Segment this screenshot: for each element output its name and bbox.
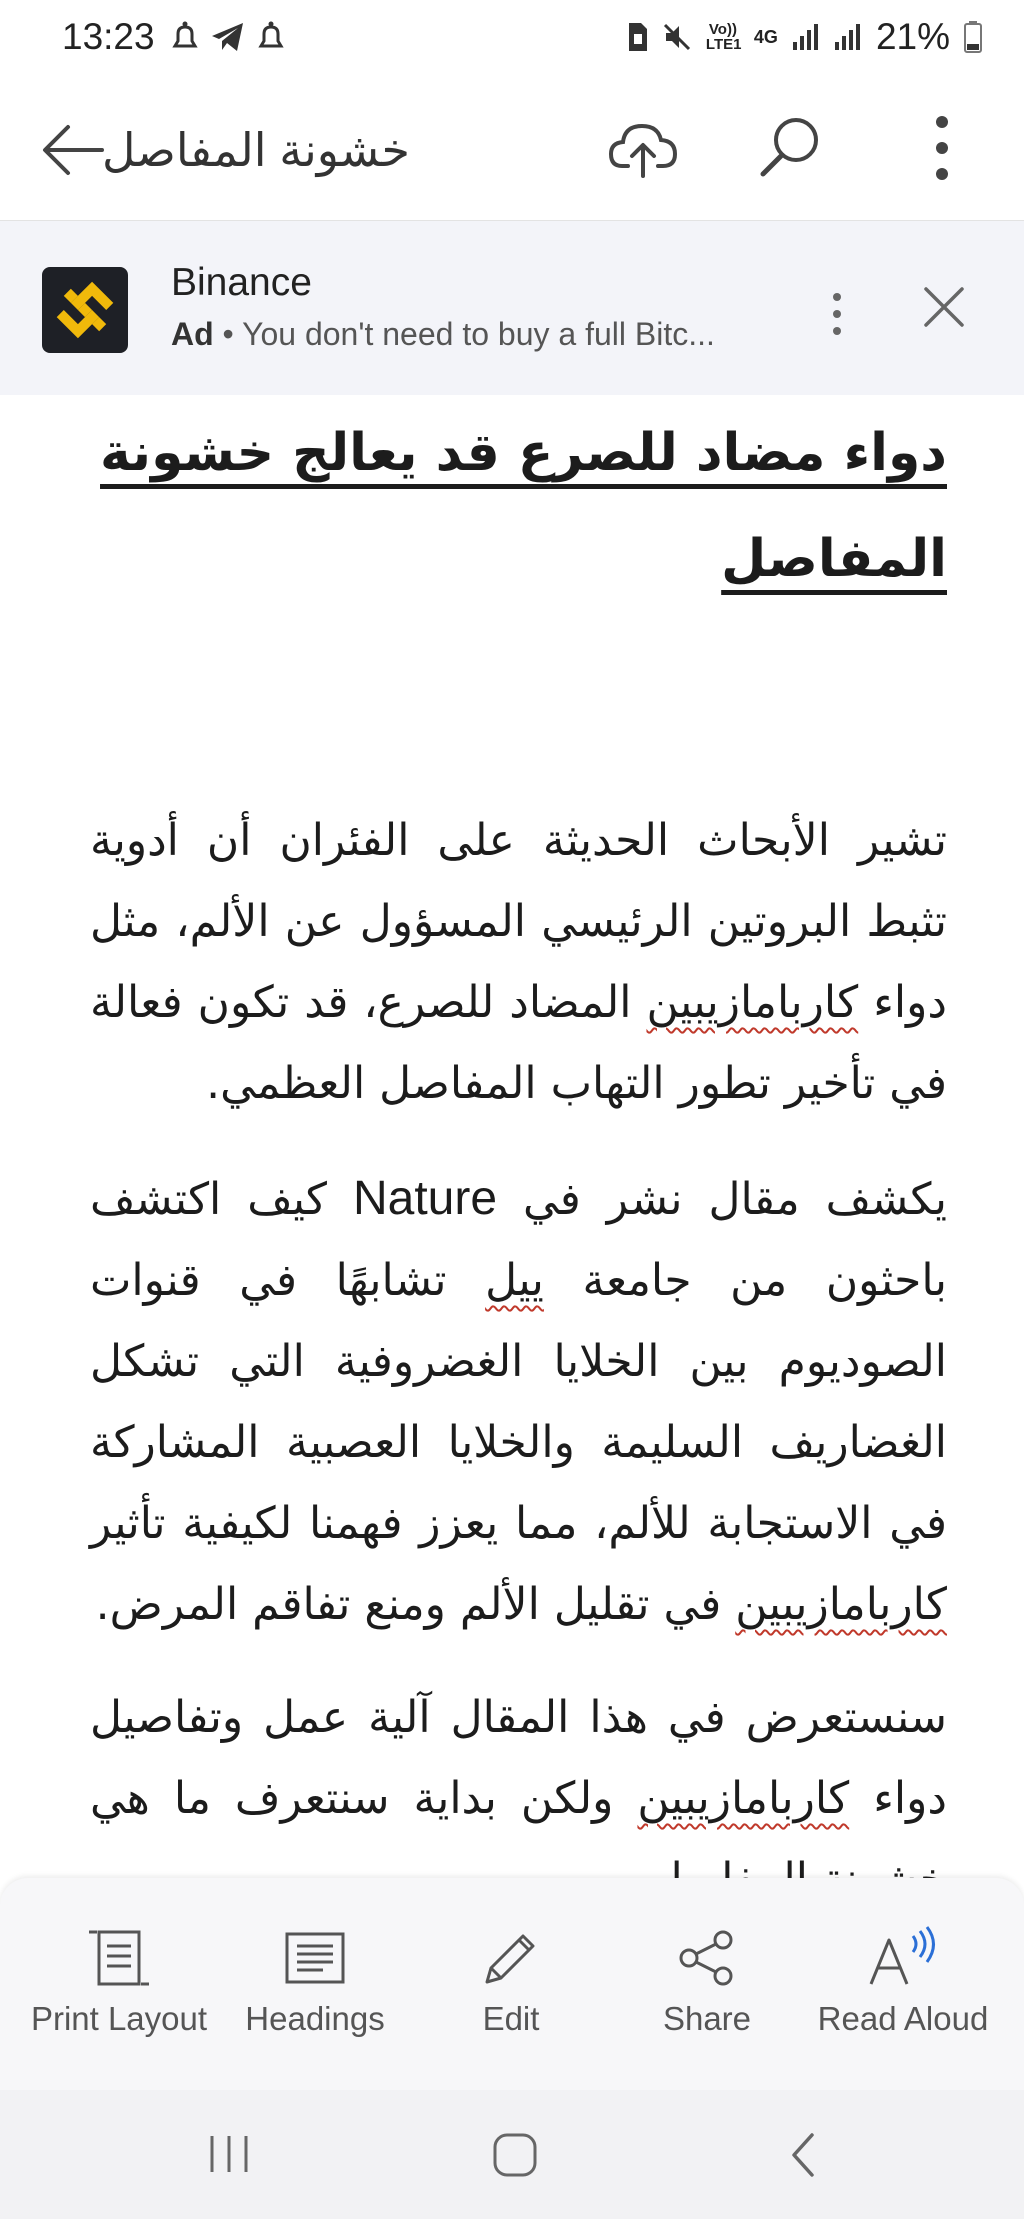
cloud-upload-icon[interactable] [608,118,678,180]
system-nav-bar [0,2090,1024,2219]
p1-text-a: تشير الأبحاث الحديثة على الفئران أن أدوية تثبط البروتين الرئيسي المسؤول عن الألم، مثل دواء [90,815,947,1028]
app-bar [0,80,1024,221]
edit-label: Edit [482,2000,540,2037]
home-icon[interactable] [492,2132,538,2178]
bottom-toolbar [0,1878,1024,2090]
p2-drug-name: كاربامازيبين [735,1579,947,1630]
p2-text-b: كيف اكتشف باحثون من جامعة [90,1174,947,1306]
paragraph-1 [90,800,947,1124]
p3-text-a: سنستعرض في هذا المقال آلية عمل وتفاصيل دواء [90,1692,947,1824]
read-aloud-icon [865,1926,941,1990]
headings-label: Headings [245,2000,385,2037]
p2-journal: Nature [352,1172,498,1225]
document-title: خشونة المفاصل [101,124,410,176]
mute-icon [662,22,692,52]
share-label: Share [662,2000,752,2037]
p2-text-d: في تقليل الألم ومنع تفاقم المرض. [95,1579,736,1630]
status-left-icons [168,20,288,54]
telegram-icon [210,20,246,54]
edit-button[interactable] [413,1918,609,2039]
signal-icon [792,22,820,52]
status-right-icons [626,16,982,58]
p1-drug-name: كاربامازيبين [646,977,859,1028]
print-layout-button[interactable] [21,1918,217,2039]
ad-separator: • [213,316,243,352]
ad-label: Ad [171,316,214,352]
paragraph-2 [90,1158,947,1645]
battery-icon [964,21,982,53]
headings-icon [283,1928,347,1988]
status-time: 13:23 [62,16,155,57]
ad-banner[interactable] [0,221,1024,395]
p2-text-a: يكشف مقال نشر في [497,1174,947,1225]
heading-text: دواء مضاد للصرع قد يعالج خشونة المفاصل [100,423,947,589]
signal-icon [834,22,862,52]
ad-description[interactable] [171,316,751,353]
recents-icon[interactable] [206,2132,252,2176]
ad-options-icon[interactable] [822,291,852,337]
back-arrow-icon[interactable] [40,118,106,182]
read-aloud-label: Read Aloud [817,2000,989,2037]
close-icon[interactable] [922,285,966,329]
back-icon[interactable] [788,2132,818,2178]
p3-text-b: ولكن بداية سنتعرف ما هي [90,1773,614,1824]
network-type: 4G [753,26,778,47]
volte-indicator: Vo)) LTE1 [705,21,742,53]
headings-button[interactable] [217,1918,413,2039]
sim-icon [626,22,648,52]
status-bar [0,0,1024,80]
print-layout-label: Print Layout [30,2000,208,2037]
p3-drug-name: كاربامازيبين [637,1773,850,1824]
p2-university: ييل [485,1255,544,1306]
notification-icon [168,20,202,54]
share-button[interactable] [609,1918,805,2039]
share-icon [675,1926,739,1990]
document-heading [90,400,947,612]
p1-text-b: المضاد للصرع، قد تكون فعالة في تأخير تطور التهاب المفاصل العظمي. [90,977,947,1109]
pencil-icon [479,1926,543,1990]
notification-icon [254,20,288,54]
battery-percent: 21% [875,16,950,57]
ad-text: You don't need to buy a full Bitc... [242,316,715,352]
print-layout-icon [87,1926,151,1990]
more-vertical-icon[interactable] [922,112,962,184]
ad-brand[interactable]: Binance [171,261,312,304]
read-aloud-button[interactable] [805,1918,1001,2039]
search-icon[interactable] [758,114,824,180]
binance-logo[interactable] [42,267,128,353]
p2-text-c: تشابهًا في قنوات الصوديوم بين الخلايا الغضروفية التي تشكل الغضاريف السليمة والخلايا العصبية المشاركة في الاستجابة للألم، مما يعزز فهمنا لكيفية تأثير [90,1255,947,1549]
